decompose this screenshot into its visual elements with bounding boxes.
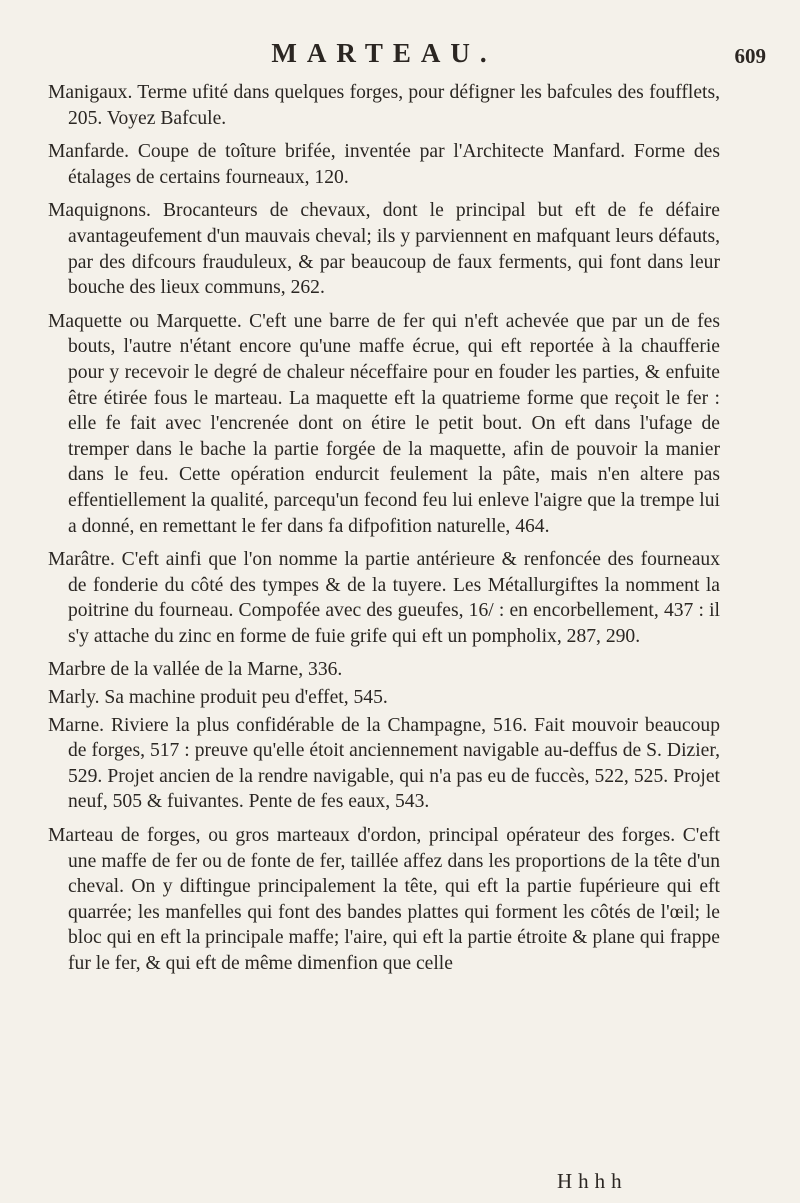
entry-marne: Marne. Riviere la plus confidérable de la Champagne, 516. Fait mouvoir beaucoup de forges, 517 : preuve qu'elle étoit anciennement navigable au-deffus de S. Dizier, 529. Projet ancien de la rendre navigable, qui n'a pas eu de fuccès, 522, 525. Projet neuf, 505 & fuivantes. Pente de fes eaux, 543. xyxy=(48,714,720,813)
page-number: 609 xyxy=(734,44,766,68)
entry-marteau: Marteau de forges, ou gros marteaux d'ordon, principal opérateur des forges. C'eft une maffe de fer ou de fonte de fer, taillée affez dans les proportions de la tête d'un cheval. On y diftingue principalement la tête, qui eft la partie fupérieure qui eft quarrée; les manfelles qui font des bandes plattes qui forment les côtés de l'œil; le bloc qui en eft la principale maffe; l'aire, qui eft la partie étroite & plane qui frappe fur le fer, & qui eft de même dimenfion que celle xyxy=(48,825,720,974)
entry-maquette: Maquette ou Marquette. C'eft une barre de fer qui n'eft achevée que par un de fes bouts, l'autre n'étant encore qu'une maffe écrue, qui eft reportée à la chaufferie pour y recevoir le degré de chaleur néceffaire pour en fouder les parties, & enfuite être étirée fous le marteau. La maquette eft la quatrieme forme que reçoit le fer : elle fe fait avec l'encrenée dont on étire le petit bout. On eft dans l'ufage de tremper dans le bache la partie forgée de la maquette, afin de pouvoir la manier dans le feu. Cette opération endurcit feulement la pâte, mais n'en altere pas effentiellement la qualité, parcequ'un fecond feu lui enleve l'aigre que la trempe lui a donné, en remettant le fer dans fa difpofition naturelle, 464. xyxy=(48,310,720,537)
page-header xyxy=(48,30,766,74)
dictionary-entries xyxy=(48,80,720,977)
entry-maratre: Marâtre. C'eft ainfi que l'on nomme la partie antérieure & renfoncée des fourneaux de fonderie du côté des tympes & de la tuyere. Les Métallurgiftes la nomment la poitrine du fourneau. Compofée avec des gueufes, 16/ : en encorbellement, 437 : il s'y attache du zinc en forme de fuie grife qui eft un pompholix, 287, 290. xyxy=(48,549,720,647)
entry-marbre: Marbre de la vallée de la Marne, 336. xyxy=(48,659,343,681)
entry-maquignons: Maquignons. Brocanteurs de chevaux, dont le principal but eft de fe défaire avantageufement d'un mauvais cheval; ils y parviennent en mafquant leurs défauts, par des difcours frauduleux, & par beaucoup de faux ferments, qui font dans leur bouche des lieux communs, 262. xyxy=(48,200,720,299)
running-head: MARTEAU. xyxy=(271,38,497,68)
entry-mansarde: Manfarde. Coupe de toîture brifée, inventée par l'Architecte Manfard. Forme des étalages de certains fourneaux, 120. xyxy=(48,141,720,188)
signature-mark: Hhhh xyxy=(557,1169,628,1193)
entry-marly: Marly. Sa machine produit peu d'effet, 545. xyxy=(48,687,388,709)
entry-manigaux: Manigaux. Terme ufité dans quelques forges, pour défigner les bafcules des foufflets, 205. Voyez Bafcule. xyxy=(48,82,720,129)
